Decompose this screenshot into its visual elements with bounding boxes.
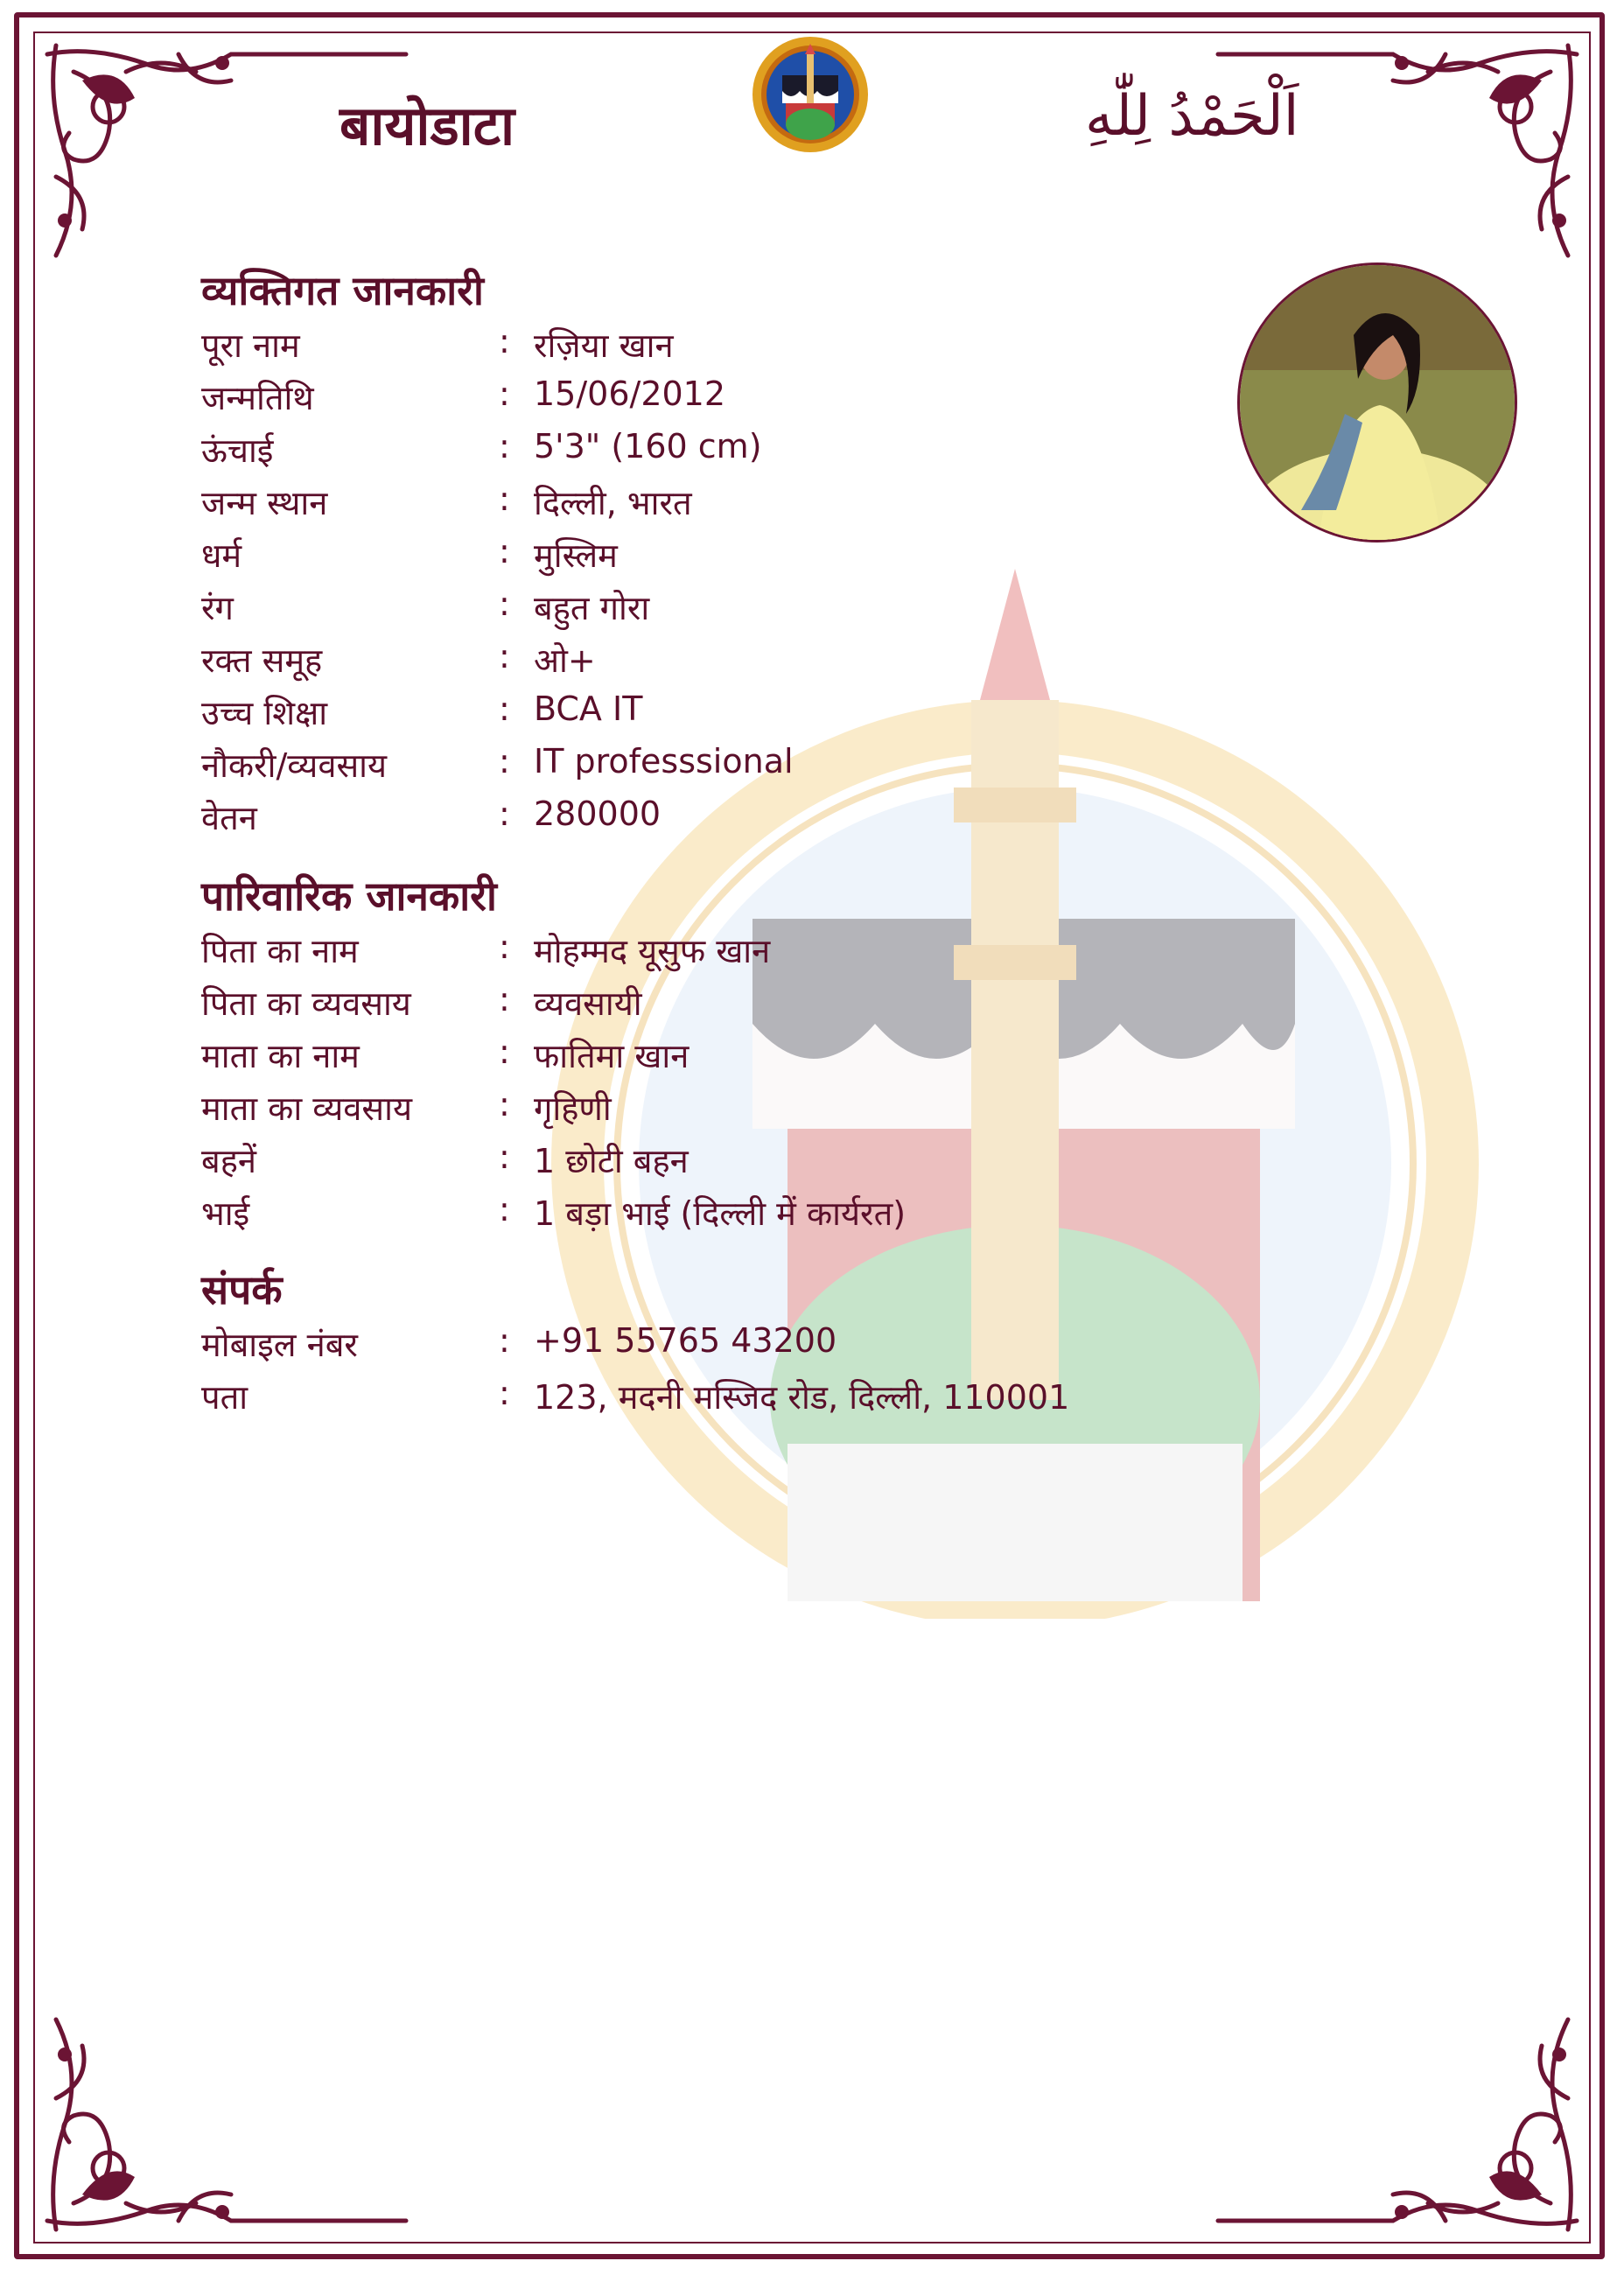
info-label: मोबाइल नंबर [201, 1326, 358, 1364]
info-label: जन्मतिथि [201, 379, 314, 417]
info-label: ऊंचाई [201, 431, 274, 470]
info-value: BCA IT [534, 690, 643, 728]
info-separator: : [499, 742, 510, 780]
info-label: माता का व्यवसाय [201, 1089, 412, 1128]
info-separator: : [499, 690, 510, 728]
profile-photo [1237, 262, 1517, 542]
info-value: रज़िया खान [534, 326, 674, 365]
info-separator: : [499, 374, 510, 413]
info-value: 280000 [534, 794, 662, 833]
info-value: गृहिणी [534, 1089, 612, 1128]
info-label: पूरा नाम [201, 326, 300, 365]
info-label: बहनें [201, 1142, 256, 1180]
info-separator: : [499, 980, 510, 1018]
info-label: पिता का व्यवसाय [201, 984, 411, 1023]
info-value: बहुत गोरा [534, 589, 650, 627]
info-separator: : [499, 1032, 510, 1071]
info-value: +91 55765 43200 [534, 1321, 837, 1360]
info-value: फातिमा खान [534, 1037, 690, 1075]
info-separator: : [499, 427, 510, 466]
info-value: 1 छोटी बहन [534, 1142, 689, 1180]
info-value: ओ+ [534, 641, 596, 680]
section-title-family: पारिवारिक जानकारी [201, 872, 497, 920]
info-separator: : [499, 322, 510, 360]
corner-ornament-icon [1192, 1993, 1603, 2256]
info-separator: : [499, 584, 510, 623]
info-label: रक्त समूह [201, 641, 323, 680]
info-value: 123, मदनी मस्जिद रोड, दिल्ली, 110001 [534, 1378, 1070, 1417]
page-title: बायोडाटा [340, 94, 515, 158]
info-separator: : [499, 480, 510, 518]
arabic-heading: اَلْحَمْدُ لِلّٰهِ [1085, 84, 1299, 149]
info-value: मुस्लिम [534, 536, 618, 575]
info-label: रंग [201, 589, 234, 627]
corner-ornament-icon [1192, 19, 1603, 282]
info-value: 1 बड़ा भाई (दिल्ली में कार्यरत) [534, 1194, 906, 1233]
info-separator: : [499, 532, 510, 570]
info-separator: : [499, 637, 510, 676]
info-value: 15/06/2012 [534, 374, 726, 413]
mosque-dome-emblem-icon [749, 33, 872, 156]
info-value: दिल्ली, भारत [534, 484, 692, 522]
info-separator: : [499, 1085, 510, 1124]
info-value: व्यवसायी [534, 984, 642, 1023]
info-separator: : [499, 1190, 510, 1228]
info-label: माता का नाम [201, 1037, 360, 1075]
info-separator: : [499, 794, 510, 833]
info-separator: : [499, 1321, 510, 1360]
info-label: धर्म [201, 536, 242, 575]
info-value: 5'3" (160 cm) [534, 427, 762, 466]
corner-ornament-icon [21, 1993, 432, 2256]
info-label: नौकरी/व्यवसाय [201, 746, 388, 785]
info-label: उच्च शिक्षा [201, 694, 328, 732]
info-label: पता [201, 1378, 248, 1417]
info-value: IT professsional [534, 742, 794, 780]
info-label: वेतन [201, 799, 257, 837]
section-title-personal: व्यक्तिगत जानकारी [201, 267, 484, 314]
info-separator: : [499, 1374, 510, 1412]
person-photo-icon [1240, 265, 1515, 540]
info-label: पिता का नाम [201, 932, 359, 970]
info-label: भाई [201, 1194, 250, 1233]
section-title-contact: संपर्क [201, 1266, 283, 1313]
info-value: मोहम्मद यूसुफ खान [534, 932, 771, 970]
info-separator: : [499, 928, 510, 966]
info-separator: : [499, 1138, 510, 1176]
info-label: जन्म स्थान [201, 484, 328, 522]
